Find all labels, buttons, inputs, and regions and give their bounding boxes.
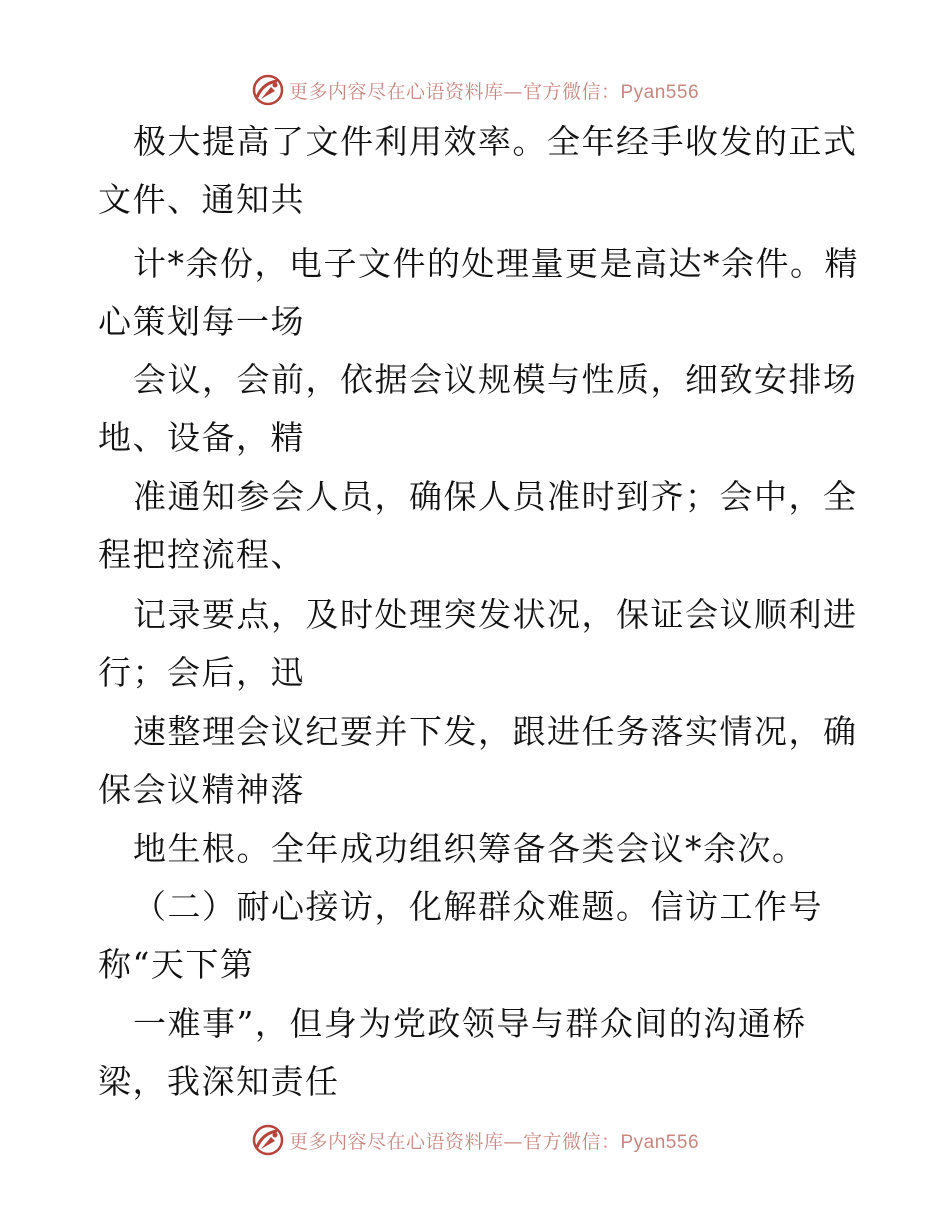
text-line: 地、设备，精 <box>98 418 305 457</box>
watermark-dash: — <box>503 80 523 103</box>
watermark-sub-text: 官方微信： <box>522 80 621 103</box>
text-line: 梁，我深知责任 <box>98 1062 340 1101</box>
watermark-sub-text: 官方微信： <box>522 1130 621 1153</box>
watermark-dash: — <box>503 1130 523 1153</box>
text-line: （二）耐心接访，化解群众难题。信访工作号 <box>133 887 823 926</box>
watermark-wechat-id: Pyan556 <box>620 1131 700 1153</box>
text-line: 一难事”，但身为党政领导与群众间的沟通桥 <box>133 1004 807 1043</box>
text-line: 计*余份，电子文件的处理量更是高达*余件。精 <box>133 244 859 283</box>
text-line: 极大提高了文件利用效率。全年经手收发的正式 <box>133 122 858 161</box>
logo-icon <box>251 73 285 107</box>
watermark-wechat-id: Pyan556 <box>620 81 700 103</box>
footer-watermark <box>0 1120 950 1160</box>
text-line: 称“天下第 <box>98 945 255 984</box>
text-line: 心策划每一场 <box>98 302 305 341</box>
text-line: 记录要点，及时处理突发状况，保证会议顺利进 <box>133 595 858 634</box>
logo-icon <box>251 1123 285 1157</box>
text-line: 会议，会前，依据会议规模与性质，细致安排场 <box>133 360 858 399</box>
header-watermark <box>0 70 950 110</box>
text-line: 程把控流程、 <box>98 535 305 574</box>
text-line: 文件、通知共 <box>98 180 305 219</box>
text-line: 行；会后，迅 <box>98 653 305 692</box>
text-line: 地生根。全年成功组织筹备各类会议*余次。 <box>133 829 807 868</box>
watermark-main-text: 更多内容尽在心语资料库 <box>288 1130 504 1153</box>
text-line: 速整理会议纪要并下发，跟进任务落实情况，确 <box>133 712 858 751</box>
text-line: 保会议精神落 <box>98 770 305 809</box>
watermark-main-text: 更多内容尽在心语资料库 <box>288 80 504 103</box>
text-line: 准通知参会人员，确保人员准时到齐；会中，全 <box>133 477 858 516</box>
